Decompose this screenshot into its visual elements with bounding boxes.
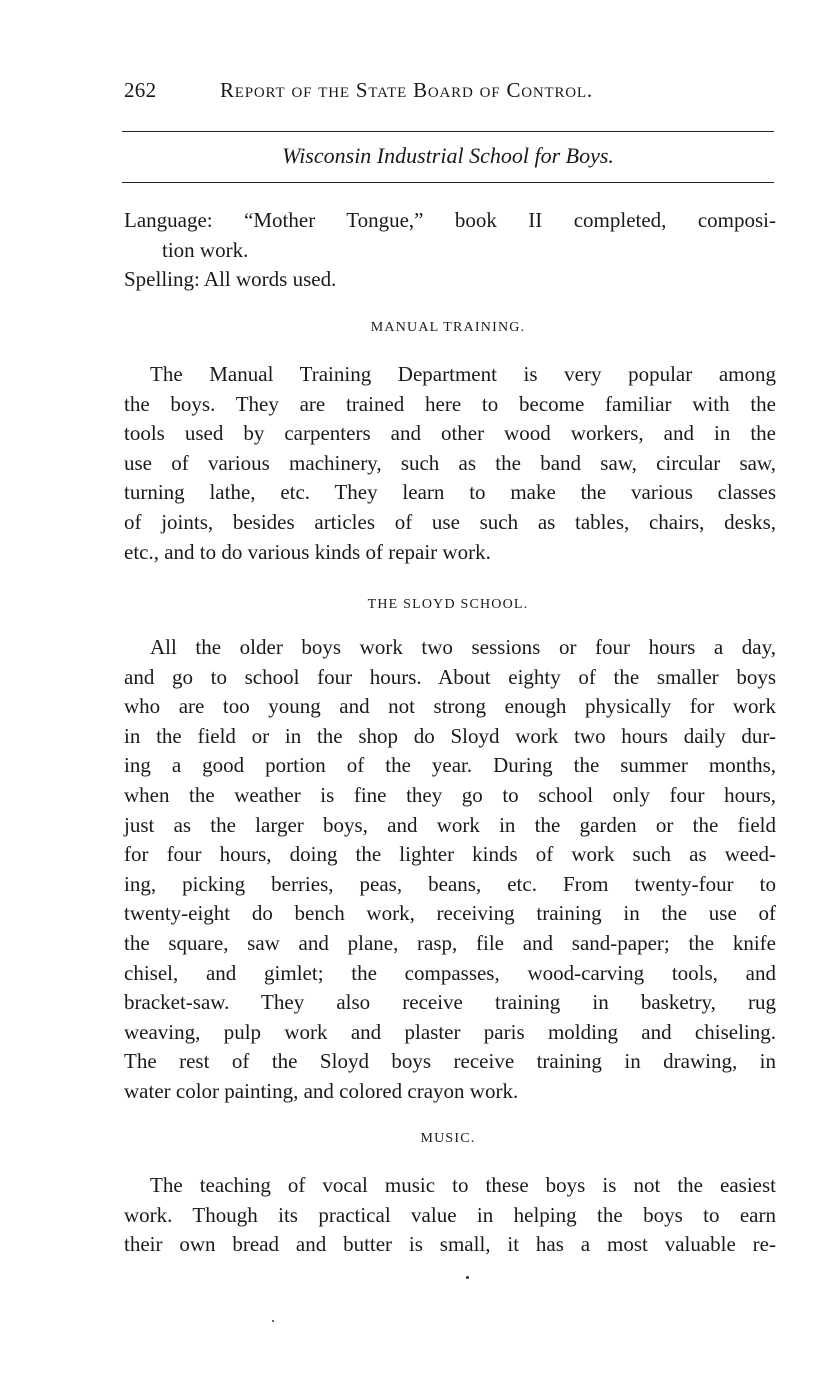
- running-title: Report of the State Board of Control.: [220, 78, 593, 102]
- sloyd-school-heading: THE SLOYD SCHOOL.: [367, 597, 529, 612]
- sloyd-line: in the field or in the shop do Sloyd work two hours daily dur-: [124, 723, 776, 748]
- sloyd-line: bracket-saw. They also receive training in basketry, rug: [124, 990, 776, 1015]
- sloyd-line: and go to school four hours. About eighty of the smaller boys: [124, 664, 776, 689]
- sloyd-line: water color painting, and colored crayon work.: [124, 1078, 519, 1103]
- header-rule-bottom: [122, 182, 774, 183]
- music-line: The teaching of vocal music to these boys is not the easiest: [150, 1173, 776, 1197]
- manual-line: tools used by carpenters and other wood workers, and in the: [124, 421, 776, 446]
- print-speck: [272, 1320, 274, 1322]
- music-heading: MUSIC.: [420, 1131, 476, 1146]
- sloyd-line: just as the larger boys, and work in the garden or the field: [124, 812, 776, 837]
- sloyd-line: ing, picking berries, peas, beans, etc. From twenty-four to: [124, 871, 776, 896]
- sloyd-line: weaving, pulp work and plaster paris molding and chiseling.: [124, 1019, 776, 1044]
- manual-line: of joints, besides articles of use such as tables, chairs, desks,: [124, 509, 776, 534]
- manual-line: The Manual Training Department is very popular among: [150, 362, 776, 386]
- header-rule-top: [122, 131, 774, 132]
- manual-line: the boys. They are trained here to become familiar with the: [124, 391, 776, 416]
- language-line-1: Language: “Mother Tongue,” book II completed, composi-: [124, 208, 776, 232]
- sloyd-school-paragraph: [124, 633, 776, 1107]
- language-line-2: tion work.: [162, 237, 249, 262]
- sloyd-line: when the weather is fine they go to school only four hours,: [124, 782, 776, 807]
- manual-line: use of various machinery, such as the band saw, circular saw,: [124, 450, 776, 475]
- sloyd-line: chisel, and gimlet; the compasses, wood-carving tools, and: [124, 960, 776, 985]
- music-line: their own bread and butter is small, it has a most valuable re-: [124, 1232, 776, 1257]
- language-entry: [124, 206, 776, 295]
- manual-training-paragraph: [124, 360, 776, 567]
- spelling-entry: Spelling: All words used.: [124, 267, 337, 292]
- sloyd-line: for four hours, doing the lighter kinds of work such as weed-: [124, 842, 776, 867]
- music-paragraph: [124, 1171, 776, 1260]
- print-speck: [466, 1276, 469, 1279]
- manual-line: etc., and to do various kinds of repair work.: [124, 539, 491, 564]
- sloyd-line: twenty-eight do bench work, receiving training in the use of: [124, 901, 776, 926]
- sloyd-line: the square, saw and plane, rasp, file and sand-paper; the knife: [124, 930, 776, 955]
- sloyd-line: All the older boys work two sessions or four hours a day,: [150, 635, 776, 659]
- sloyd-line: The rest of the Sloyd boys receive training in drawing, in: [124, 1049, 776, 1074]
- manual-training-heading: MANUAL TRAINING.: [370, 320, 526, 335]
- manual-line: turning lathe, etc. They learn to make the various classes: [124, 480, 776, 505]
- music-line: work. Though its practical value in helping the boys to earn: [124, 1202, 776, 1227]
- sloyd-line: ing a good portion of the year. During the summer months,: [124, 753, 776, 778]
- sloyd-line: who are too young and not strong enough physically for work: [124, 694, 776, 719]
- institution-subheading: Wisconsin Industrial School for Boys.: [282, 143, 614, 168]
- page-number: 262: [124, 78, 157, 102]
